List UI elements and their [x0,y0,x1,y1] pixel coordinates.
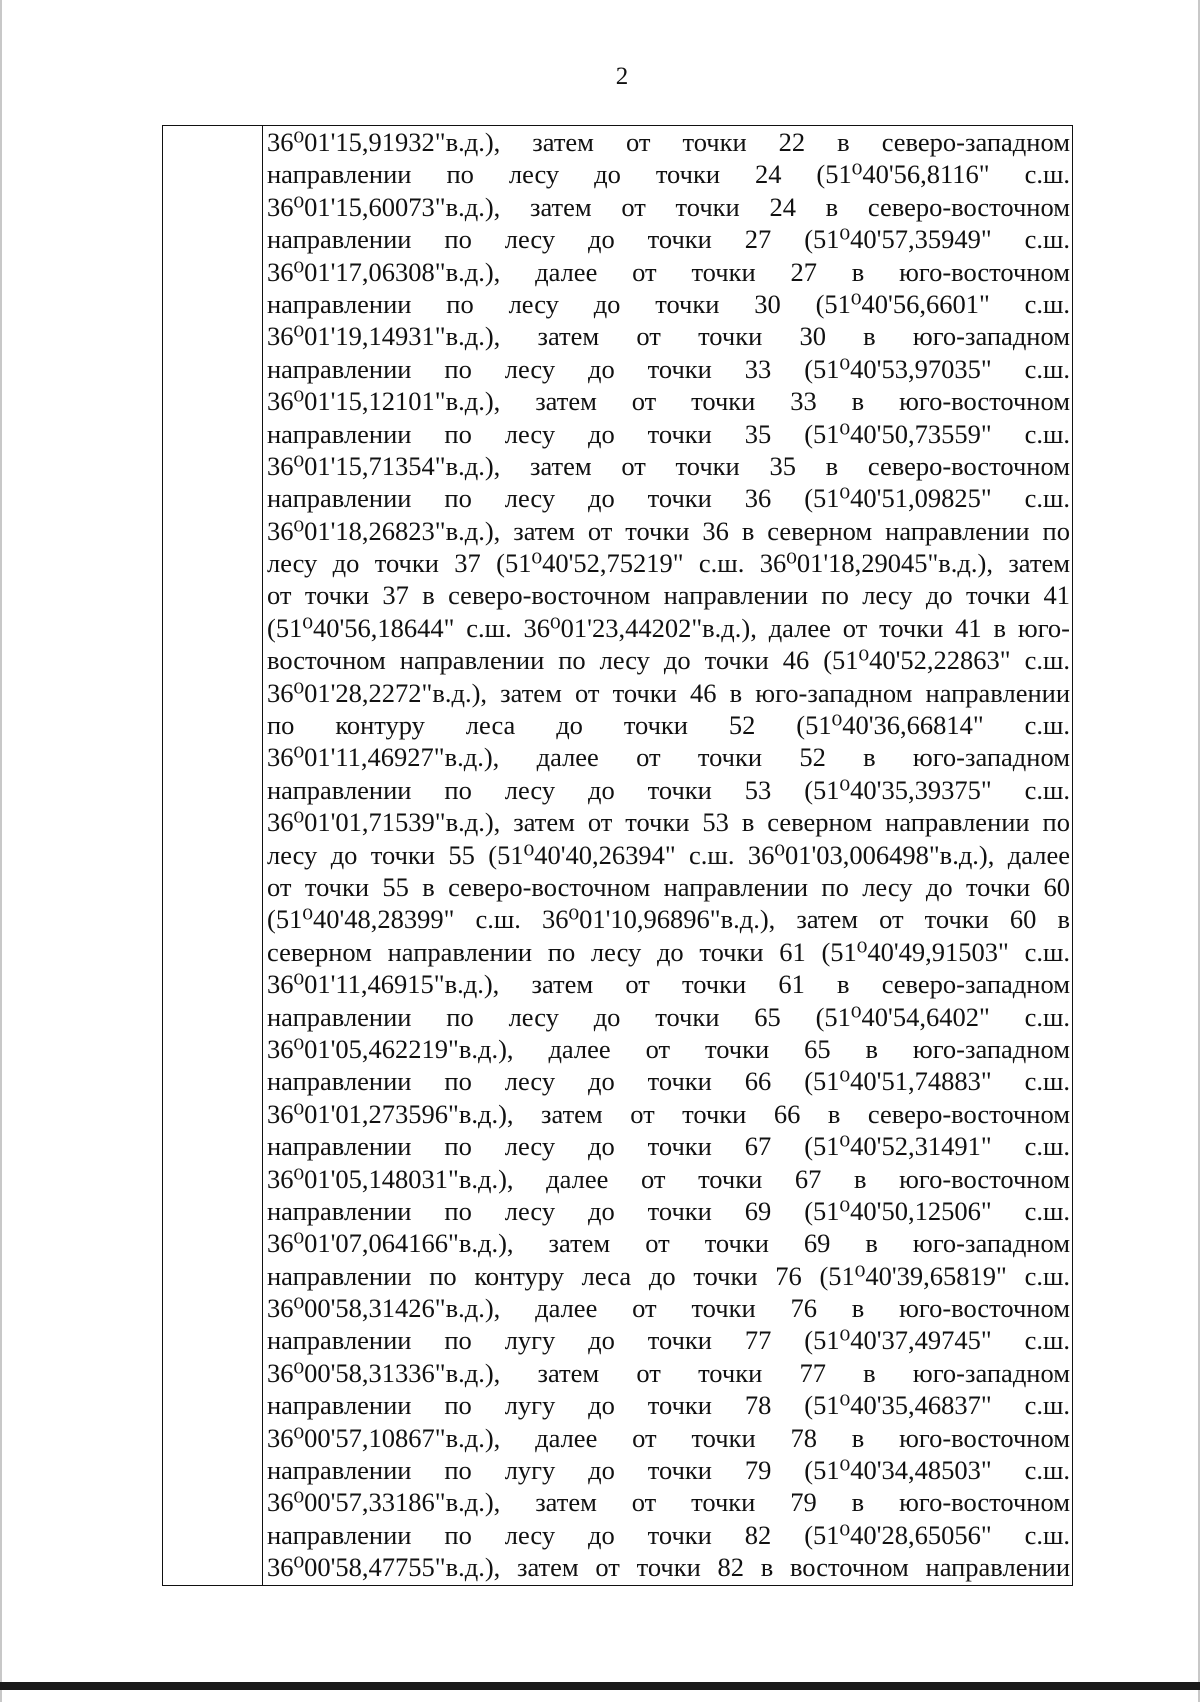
boundary-description-text [265,126,1072,1585]
table-left-column [163,126,263,1585]
text-line: направлении по лесу до точки 53 (51⁰40'35,39375" с.ш. [267,774,1070,805]
text-line: направлении по лесу до точки 82 (51⁰40'28,65056" с.ш. [267,1519,1070,1550]
text-line: направлении по лесу до точки 69 (51⁰40'50,12506" с.ш. [267,1195,1070,1226]
text-line: 36⁰00'57,10867"в.д.), далее от точки 78 в юго-восточном [267,1422,1070,1453]
text-line: лесу до точки 37 (51⁰40'52,75219" с.ш. 36⁰01'18,29045"в.д.), затем [267,548,1070,579]
text-line: направлении по лесу до точки 24 (51⁰40'56,8116" с.ш. [267,159,1070,190]
scan-bottom-edge [0,1682,1200,1690]
text-line: направлении по лугу до точки 78 (51⁰40'35,46837" с.ш. [267,1390,1070,1421]
text-line: 36⁰01'28,2272"в.д.), затем от точки 46 в юго-западном направлении [267,677,1070,708]
text-line: от точки 37 в северо-восточном направлении по лесу до точки 41 [267,580,1070,611]
text-line: от точки 55 в северо-восточном направлении по лесу до точки 60 [267,871,1070,902]
scan-left-edge [0,0,2,1702]
text-line: 36⁰00'57,33186"в.д.), затем от точки 79 в юго-восточном [267,1487,1070,1518]
text-line: 36⁰00'58,31426"в.д.), далее от точки 76 в юго-восточном [267,1293,1070,1324]
text-line: восточном направлении по лесу до точки 46 (51⁰40'52,22863" с.ш. [267,645,1070,676]
text-line: 36⁰01'05,462219"в.д.), далее от точки 65 в юго-западном [267,1033,1070,1064]
text-line: (51⁰40'56,18644" с.ш. 36⁰01'23,44202"в.д.), далее от точки 41 в юго- [267,612,1070,643]
text-line: 36⁰01'01,273596"в.д.), затем от точки 66 в северо-восточном [267,1098,1070,1129]
text-line: северном направлении по лесу до точки 61 (51⁰40'49,91503" с.ш. [267,936,1070,967]
text-line: 36⁰01'05,148031"в.д.), далее от точки 67 в юго-восточном [267,1163,1070,1194]
text-line: направлении по лугу до точки 79 (51⁰40'34,48503" с.ш. [267,1455,1070,1486]
text-line: направлении по лесу до точки 35 (51⁰40'50,73559" с.ш. [267,418,1070,449]
text-line: 36⁰01'18,26823"в.д.), затем от точки 36 в северном направлении по [267,515,1070,546]
text-line: 36⁰01'11,46927"в.д.), далее от точки 52 в юго-западном [267,742,1070,773]
text-line: 36⁰01'11,46915"в.д.), затем от точки 61 в северо-западном [267,969,1070,1000]
text-line: 36⁰01'15,71354"в.д.), затем от точки 35 в северо-восточном [267,450,1070,481]
text-line: (51⁰40'48,28399" с.ш. 36⁰01'10,96896"в.д.), затем от точки 60 в [267,904,1070,935]
text-line: направлении по лугу до точки 77 (51⁰40'37,49745" с.ш. [267,1325,1070,1356]
text-line: направлении по лесу до точки 36 (51⁰40'51,09825" с.ш. [267,483,1070,514]
text-line: 36⁰01'17,06308"в.д.), далее от точки 27 в юго-восточном [267,256,1070,287]
text-line: 36⁰01'15,60073"в.д.), затем от точки 24 в северо-восточном [267,191,1070,222]
text-line: по контуру леса до точки 52 (51⁰40'36,66814" с.ш. [267,710,1070,741]
description-table [162,125,1073,1586]
text-line: направлении по лесу до точки 30 (51⁰40'56,6601" с.ш. [267,288,1070,319]
text-line: лесу до точки 55 (51⁰40'40,26394" с.ш. 36⁰01'03,006498"в.д.), далее [267,839,1070,870]
text-line: направлении по лесу до точки 27 (51⁰40'57,35949" с.ш. [267,224,1070,255]
text-line: 36⁰00'58,47755"в.д.), затем от точки 82 в восточном направлении [267,1552,1070,1583]
text-line: 36⁰01'01,71539"в.д.), затем от точки 53 в северном направлении по [267,807,1070,838]
text-line: направлении по лесу до точки 66 (51⁰40'51,74883" с.ш. [267,1066,1070,1097]
text-line: 36⁰00'58,31336"в.д.), затем от точки 77 в юго-западном [267,1357,1070,1388]
text-line: направлении по лесу до точки 33 (51⁰40'53,97035" с.ш. [267,353,1070,384]
text-line: 36⁰01'15,91932"в.д.), затем от точки 22 в северо-западном [267,127,1070,157]
text-line: 36⁰01'15,12101"в.д.), затем от точки 33 в юго-восточном [267,386,1070,417]
text-line: направлении по контуру леса до точки 76 (51⁰40'39,65819" с.ш. [267,1260,1070,1291]
page-number: 2 [615,63,629,90]
text-line: направлении по лесу до точки 67 (51⁰40'52,31491" с.ш. [267,1131,1070,1162]
text-line: 36⁰01'19,14931"в.д.), затем от точки 30 в юго-западном [267,321,1070,352]
text-line: направлении по лесу до точки 65 (51⁰40'54,6402" с.ш. [267,1001,1070,1032]
text-line: 36⁰01'07,064166"в.д.), затем от точки 69 в юго-западном [267,1228,1070,1259]
